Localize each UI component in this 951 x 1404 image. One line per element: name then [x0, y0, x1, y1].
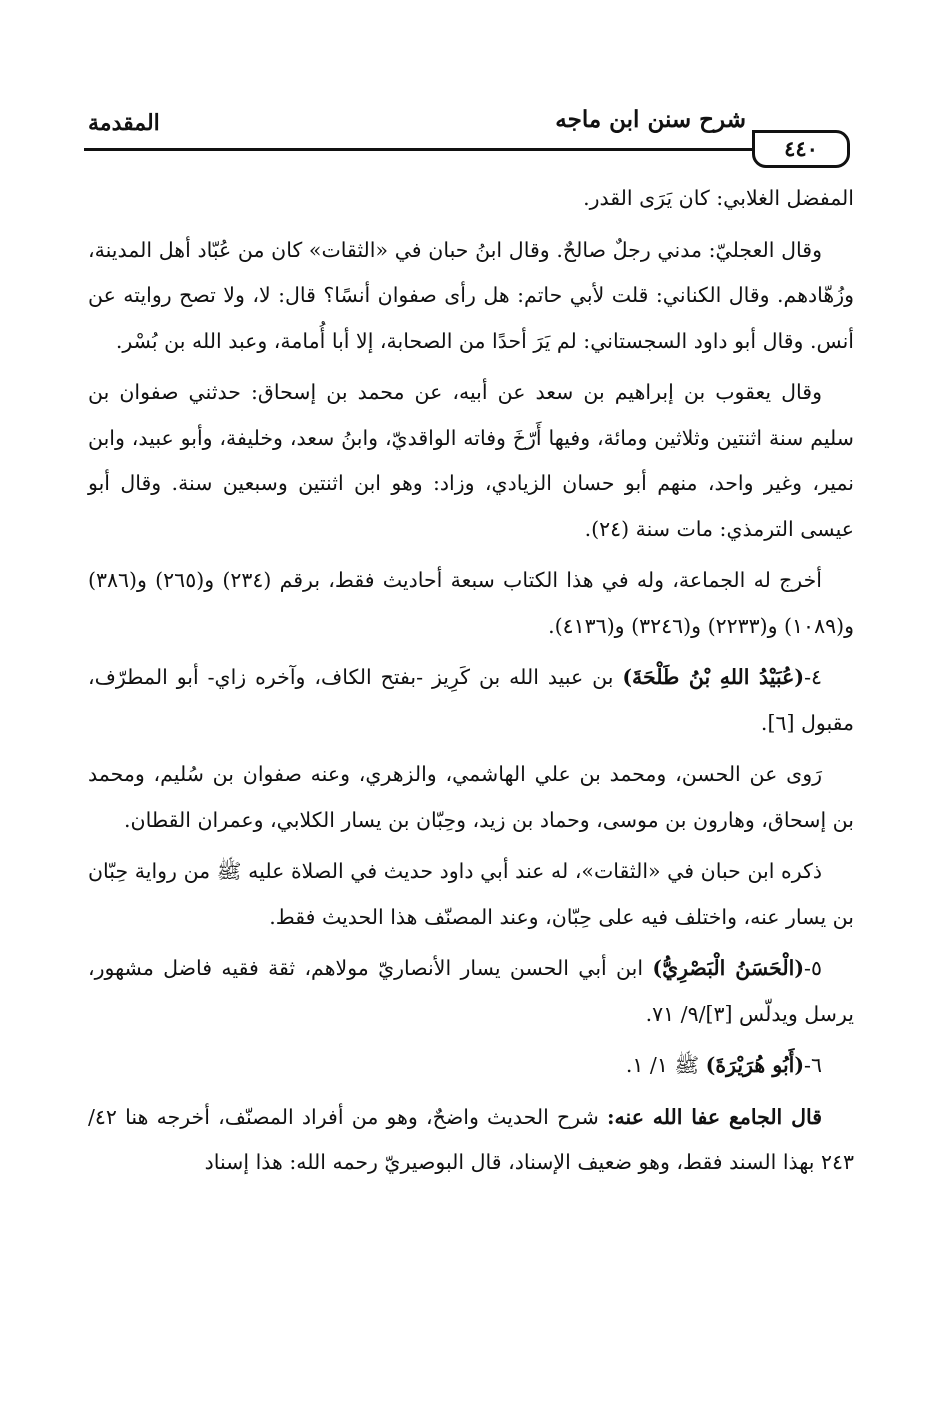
text-run: أخرج له الجماعة، وله في هذا الكتاب سبعة أحاديث فقط، برقم (٢٣٤) و(٢٦٥) و(٣٨٦) و(١٠٨٩) و(٢٢٣٣) و(٣٢٤٦) و(٤١٣٦). — [88, 568, 854, 638]
text-run: وقال العجليّ: مدني رجلٌ صالحٌ. وقال ابنُ حبان في «الثقات» كان من عُبّاد أهل المدينة، وزُهّادهم. وقال الكناني: قلت لأبي حاتم: هل رأى صفوان أنسًا؟ قال: لا، ولا تصح روايته عن أنس. وقال أبو داود السجستاني: لم يَرَ أحدًا من الصحابة، إلا أبا أُمامة، وعبد الله بن بُسْر. — [88, 237, 854, 353]
paragraph-3 — [88, 370, 854, 552]
paragraph-9 — [88, 1043, 854, 1089]
text-run: رَوى عن الحسن، ومحمد بن علي الهاشمي، والزهري، وعنه صفوان بن سُليم، ومحمد بن إسحاق، وهارون بن موسى، وحماد بن زيد، وحِبّان بن يسار الكلابي، وعمران القطان. — [88, 762, 854, 832]
bold-text-run: (الْحَسَنُ الْبَصْرِيُّ) — [652, 956, 805, 980]
book-title: شرح سنن ابن ماجه — [555, 106, 746, 133]
text-run: ذكره ابن حبان في «الثقات»، له عند أبي داود حديث في الصلاة عليه ﷺ من رواية حِبّان بن يسار عنه، واختلف فيه على حِبّان، وعند المصنّف هذا الحديث فقط. — [88, 859, 854, 929]
text-run: ﷺ ١/ ١. — [625, 1053, 706, 1077]
paragraph-1 — [88, 176, 854, 222]
paragraph-5 — [88, 655, 854, 746]
paragraph-8 — [88, 946, 854, 1037]
text-run: بن عبيد الله بن كَرِيز -بفتح الكاف، وآخره زاي- أبو المطرّف، مقبول [٦]. — [88, 665, 854, 735]
text-run: وقال يعقوب بن إبراهيم بن سعد عن أبيه، عن محمد بن إسحاق: حدثني صفوان بن سليم سنة اثنتين وثلاثين ومائة، وفيها أَرّخَ وفاته الواقديّ، وابنُ سعد، وخليفة، وأبو عبيد، وابن نمير، وغير واحد، منهم أبو حسان الزيادي، وزاد: وهو ابن اثنتين وسبعين سنة. وقال أبو عيسى الترمذي: مات سنة (٢٤). — [88, 380, 854, 541]
paragraph-2 — [88, 228, 854, 365]
paragraph-6 — [88, 752, 854, 843]
section-title: المقدمة — [88, 110, 160, 136]
text-run: شرح الحديث واضحٌ، وهو من أفراد المصنّف، أخرجه هنا ٤٢/ ٢٤٣ بهذا السند فقط، وهو ضعيف الإسناد، قال البوصيريّ رحمه الله: هذا إسناد — [88, 1104, 854, 1174]
bold-text-run: (عُبَيْدُ اللهِ بْنُ طَلْحَةَ) — [622, 665, 805, 689]
text-run: ابن أبي الحسن يسار الأنصاريّ مولاهم، ثقة فقيه فاضل مشهور، يرسل ويدلّس [٣]/٩/ ٧١. — [88, 956, 854, 1026]
page-header — [84, 104, 864, 164]
text-run: ٤- — [804, 665, 823, 689]
paragraph-7 — [88, 849, 854, 940]
bold-text-run: قال الجامع عفا الله عنه: — [606, 1104, 823, 1129]
paragraph-4 — [88, 558, 854, 649]
text-run: ٥- — [804, 956, 822, 980]
bold-text-run: (أَبُو هُرَيْرَةَ) — [705, 1053, 805, 1077]
page-body — [88, 176, 854, 1192]
paragraph-10 — [88, 1095, 854, 1186]
page-number: ٤٤٠ — [752, 130, 850, 168]
header-rule — [84, 148, 760, 151]
text-run: المفضل الغلابي: كان يَرَى القدر. — [583, 186, 854, 210]
text-run: ٦- — [804, 1053, 822, 1077]
